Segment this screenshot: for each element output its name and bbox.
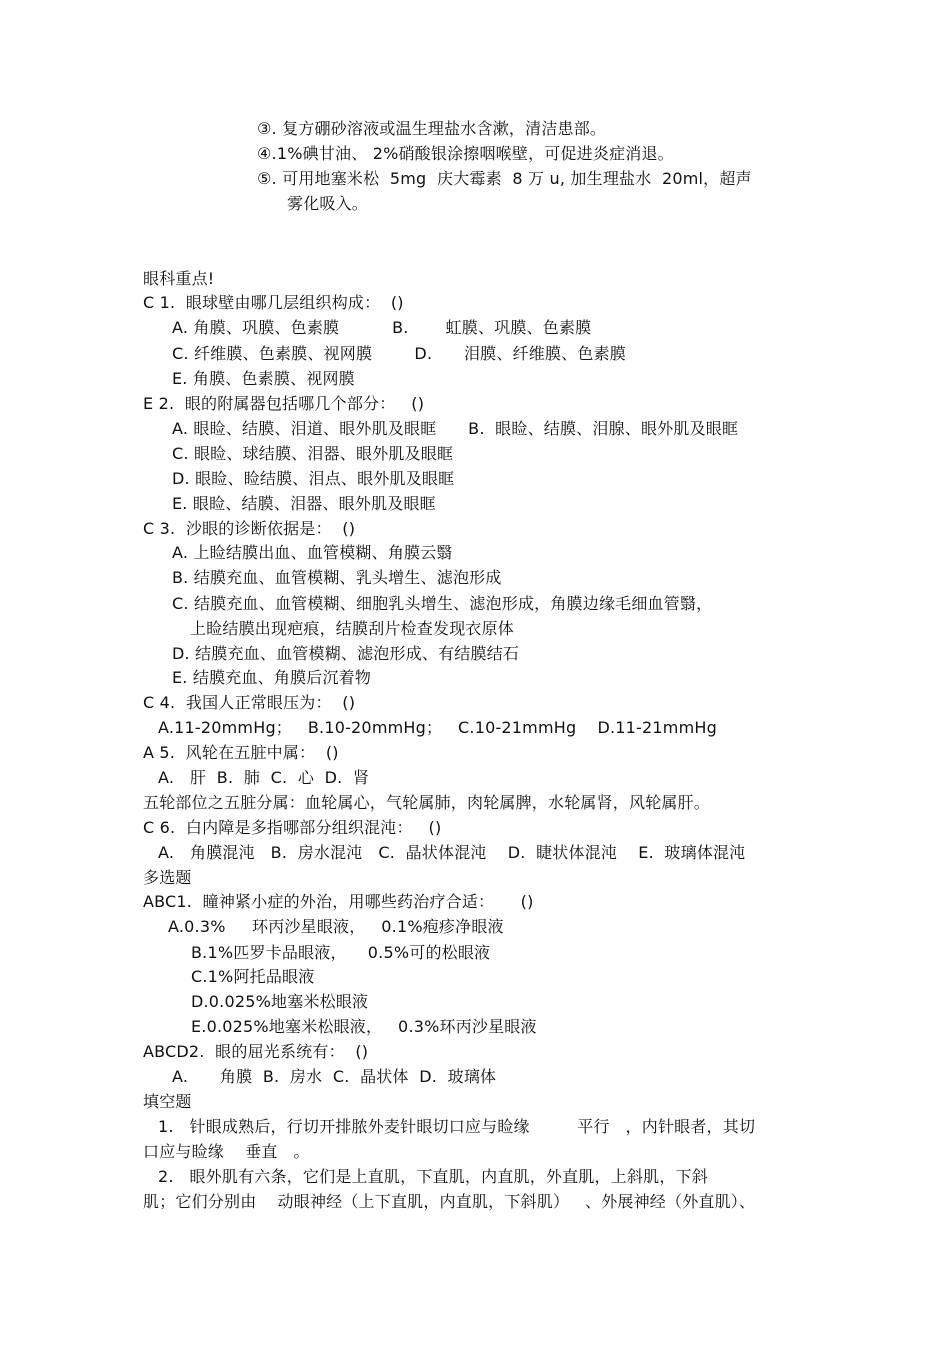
- option-line-cont: 上睑结膜出现疤痕，结膜刮片检查发现衣原体: [190, 619, 515, 638]
- option-line: D. 结膜充血、血管模糊、滤泡形成、有结膜结石: [172, 644, 520, 663]
- question-stem: A 5. 风轮在五脏中属： (): [143, 743, 339, 762]
- option-line: D. 眼睑、睑结膜、泪点、眼外肌及眼眶: [172, 469, 455, 488]
- option-line: C. 纤维膜、色素膜、视网膜 D. 泪膜、纤维膜、色素膜: [172, 344, 626, 363]
- question-stem: C 1. 眼球壁由哪几层组织构成： (): [143, 293, 404, 312]
- question-stem: ABC1. 瞳神紧小症的外治，用哪些药治疗合适： (): [143, 892, 534, 911]
- option-line: B.1%匹罗卡品眼液， 0.5%可的松眼液: [191, 943, 491, 962]
- option-line: A. 角膜 B. 房水 C. 晶状体 D. 玻璃体: [172, 1067, 497, 1086]
- note-line: 五轮部位之五脏分属：血轮属心，气轮属肺，肉轮属脾，水轮属肾，风轮属肝。: [143, 793, 711, 812]
- fill-question-line: 2. 眼外肌有六条，它们是上直肌，下直肌，内直肌，外直肌，上斜肌，下斜: [158, 1167, 708, 1186]
- question-stem: ABCD2. 眼的屈光系统有： (): [143, 1042, 369, 1061]
- option-line: C. 结膜充血、血管模糊、细胞乳头增生、滤泡形成，角膜边缘毛细血管翳，: [172, 594, 713, 613]
- option-line: E.0.025%地塞米松眼液， 0.3%环丙沙星眼液: [191, 1017, 537, 1036]
- option-line: E. 角膜、色素膜、视网膜: [172, 369, 355, 388]
- question-stem: C 6. 白内障是多指哪部分组织混沌： (): [143, 818, 442, 837]
- option-line: E. 结膜充血、角膜后沉着物: [172, 668, 372, 687]
- option-line: D.0.025%地塞米松眼液: [191, 992, 369, 1011]
- treatment-item-4: ④.1%碘甘油、 2%硝酸银涂擦咽喉壁，可促进炎症消退。: [257, 144, 674, 163]
- option-line: A. 肝 B. 肺 C. 心 D. 肾: [158, 768, 370, 787]
- question-stem: C 4. 我国人正常眼压为： (): [143, 693, 356, 712]
- section-title: 眼科重点!: [143, 269, 215, 288]
- option-line: A. 眼睑、结膜、泪道、眼外肌及眼眶 B. 眼睑、结膜、泪腺、眼外肌及眼眶: [172, 419, 739, 438]
- section-title: 填空题: [143, 1092, 192, 1111]
- option-line: B. 结膜充血、血管模糊、乳头增生、滤泡形成: [172, 568, 502, 587]
- treatment-item-3: ③. 复方硼砂溶液或温生理盐水含漱，清洁患部。: [257, 119, 607, 138]
- option-line: C.1%阿托品眼液: [191, 967, 315, 986]
- fill-question-line-cont: 口应与睑缘 垂直 。: [143, 1142, 310, 1161]
- option-line: A. 上睑结膜出血、血管模糊、角膜云翳: [172, 543, 453, 562]
- option-line: E. 眼睑、结膜、泪器、眼外肌及眼眶: [172, 494, 436, 513]
- question-stem: E 2. 眼的附属器包括哪几个部分： (): [143, 394, 425, 413]
- option-line: A.0.3% 环丙沙星眼液， 0.1%疱疹净眼液: [168, 917, 504, 936]
- option-line: A. 角膜、巩膜、色素膜 B. 虹膜、巩膜、色素膜: [172, 318, 592, 337]
- fill-question-line-cont: 肌；它们分别由 动眼神经（上下直肌，内直肌，下斜肌） 、外展神经（外直肌）、: [143, 1192, 756, 1211]
- section-title: 多选题: [143, 868, 192, 887]
- option-line: A.11-20mmHg； B.10-20mmHg； C.10-21mmHg D.11-21mmHg: [158, 718, 717, 737]
- question-stem: C 3. 沙眼的诊断依据是： (): [143, 519, 356, 538]
- treatment-item-5: ⑤. 可用地塞米松 5mg 庆大霉素 8 万 u, 加生理盐水 20ml，超声: [257, 169, 752, 188]
- option-line: A. 角膜混沌 B. 房水混沌 C. 晶状体混沌 D. 睫状体混沌 E. 玻璃体混沌: [158, 843, 746, 862]
- treatment-item-5-cont: 雾化吸入。: [287, 194, 369, 213]
- fill-question-line: 1. 针眼成熟后，行切开排脓外麦针眼切口应与睑缘 平行 ，内针眼者，其切: [158, 1117, 756, 1136]
- option-line: C. 眼睑、球结膜、泪器、眼外肌及眼眶: [172, 444, 454, 463]
